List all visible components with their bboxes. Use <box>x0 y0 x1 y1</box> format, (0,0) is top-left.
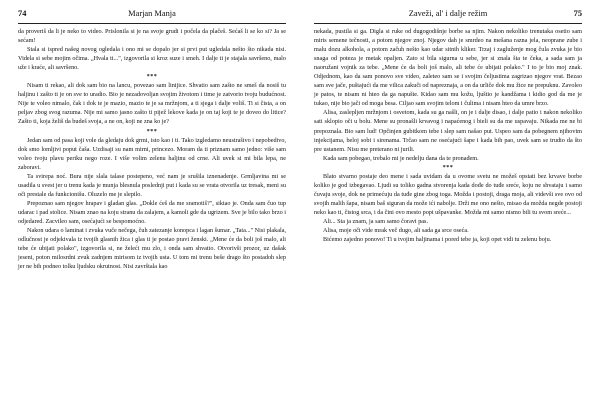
right-header-rule <box>314 23 582 24</box>
paragraph: Ali... Sta ja znam, ja sam samo čoravi pas. <box>323 217 428 225</box>
paragraph: da proveriš da li je neko to video. Prislonila si je na svoje grudi i počela da plačeš. Sećaš li se ko si? Ja se sećam! <box>18 28 286 45</box>
left-running-title: Marjan Manja <box>128 9 176 18</box>
section-separator: *** <box>442 163 454 171</box>
paragraph: Bićemo zajedno ponovo! Ti u tvojim haljinama i pored tebe ja, koji opet vidi tu zelenu boju. <box>323 236 552 244</box>
paragraph: Kada sam pobegao, trebalo mi je nedelju dana da te pronađem. <box>323 154 479 162</box>
section-separator: *** <box>146 127 158 135</box>
left-page-header <box>18 6 286 22</box>
paragraph: Nakon udara o laminat i zvuka vuče nečega, čuh zatezanje konopca i lagan šumar. „Tata..." Nisi plakala, odlučnost je odjekivala iz tvojih glasnih žica i glas ti je postao pravi ženski. „Mene će da boli još malo, ali tebe će ubijati polako", izgovorila si, ne želeći mu zlo, i onda sam shvatio. Otvorivši prozor, uz dašak jeseni, poton milosrdni zvuk zadnjem mirisom iz tvojih usta. U tom mi trenu beše drago što postadoh slep jer ne bih podneo tolku ljudsku okrutnost. Nisi završtala kao <box>18 227 286 271</box>
section-separator: *** <box>146 73 158 81</box>
paragraph: Ta svirepa noć. Bura nije slala talase postepeno, već nam je srušila iznenadenje. Grmljavina mi se usadila u svest jer u trenu kada je munja blesnula poslednji put i kada su se vrata otvorila uz tresak, meni su oči prestale da funkcionišu. Oluzelo me je slepilo. <box>18 172 286 198</box>
paragraph: Stala si ispred našeg novog ogledala i ono mi se dopalo jer si prvi put ugledala nešto što nikada nisi. Videla si sebe mojim očima. „Hvala ti...", izgovorila si kroz suze i smeh. I dalje ti je stajala savršeno, malo uže i kraće, ali savršeno. <box>18 46 286 72</box>
left-header-rule <box>18 23 286 24</box>
paragraph: nekada, pustila si ga. Digla si ruke od dugogodišnje borbe sa njim. Nakon nekoliko trenutaka osetio sam miris semene tečnosti, a potom njegov znoj. Njegov dah je smrdeo na mešana razna jela, neoprane zube i malu dozu alkohola, a potom začuh nešto kao udar sitnih kliker. Trzaj i zagluženje mog čula zvuka je bio snaga od poteza je metak opaljen. Zato si bila sigurna u sebe, jer si znala šta te čeka, a sada sam ja naoružani vojnik za tebe. „Mene će da boli još malo, ali tebe će ubijati polako." I to je bio moj znak. Odjednom, kao da sam ponovo sve video, zaleteo sam se i svojim čeljustima zagrizao njegov vrat. Bezao sam sve jače, puštajući da me vilica zakuči od napreznaja, a on da urliče dok mu žice ne prepuknu. Zavoleo je patos, te nisam ni hteo da ga napušte. Kidao sam mu kožu, ljuštio je kandžama i kidio god da me je tukao, nije bio jači od moga besa. Ciljao sam svojim telom i čulima i nisam hteo da umre brzo. <box>314 28 582 108</box>
paragraph: Blato stvarno postaje deo mene i sada uvidam da u ovome svetu ne možeš opstati bez krvave borbe koliko je god izbegavao. Ljudi su toliko gadna stvorenja kada dođe do tuđe sreće, koju ne shvataju i samo čuvaju svoje, dok ne primećuju da tuđe gine zbog toga. Možda i postoji, draga moja, ali videvši sve ovo od svojih malih šapa, nisam baš siguran da može ići nabolje. Drži me ono nešto, misao da možda negde postoji neko kao ti, čistog srca, i da čini ovo mesto popt ušpavanke. Možda mi samo nismo bili tu svom sreće... <box>314 172 582 216</box>
right-running-title: Zaveži, al' i dalje režim <box>408 9 488 18</box>
paragraph: Jedan sam od pasa koji vole da gledaju dok grmi, isto kao i ti. Tako izgledamo neustrašivo i nepobedivo, dok smo lomljivi poput čaša. Uzdisaji su nam mirni, princezo. Moram da ti priznam samo jedno: više sam voleo tvoju plavu periku nego roze. I više volim zelenu haljinu od crne. Ali uvek si mi bila lepa, ne zaboravi. <box>18 136 286 171</box>
right-page-number: 75 <box>573 9 582 18</box>
left-page-number: 74 <box>18 9 27 18</box>
right-page-body <box>314 27 582 244</box>
paragraph: Alisa, moje oči vide mrak več dugo, ali sada ga srce oseća. <box>323 227 469 235</box>
left-page <box>18 0 286 419</box>
right-page <box>314 0 582 419</box>
left-page-body <box>18 27 286 271</box>
paragraph: Prepoznao sam njegov hrapav i gladan glas. „Dokle ćeš da me sramotiš?", siktao je. Onda sam čuo tup udarac i pad stolice. Nisam znao na koju stranu da zalajem, a kamoli gde da ugrizem. Sve je bilo tako brzo i odjedared. Zacvileo sam, osećajući se bespomoćno. <box>18 199 286 225</box>
paragraph: Alisa, zaslepljen mržnjom i osvetom, kada su ga našli, on je i dalje disao, i dalje patio i nakon nekoliko sati sklopio oči u bolu. Mene su pronašli krvavog i napaćenog i bieli su da me uspavaju. Nikada me ne bi prepoznala. Bio sam lud! Opčinjen gubitkom tebe i slep sam našao put. Uspeo sam da pobegnem njihovim injekcijama, belоj sobi i sirenama. Trčao sam ne osećajući šape i kada bih pao, uvek sam se trudio da što pre ustanem. Nisu me preterano ni jurili. <box>314 109 582 153</box>
right-page-header <box>314 6 582 22</box>
paragraph: Nisam ti rekao, ali dok sam bio na lancu, povezao sam linijice. Shvatio sam zašto ne smeš da nosiš tu haljinu i zašto ti je on sve to uradio. Bio je nezadovoljan svojim životom i time je zatvorio tvoju budućnost. Nije te voleo nimalo, čak i dok te je mazio, mazio te je sa mržnjom, a ti sjega i dalje voliš. Ti si čista, a on peljav zbog svog razuma. Nije mi samo jasno zašto ti pijež lekove kada je on taj koji te je doveo do litice? Zašto ti, koja želiš da budeš svoja, a ne on, koji ne zna ko je? <box>18 82 286 126</box>
